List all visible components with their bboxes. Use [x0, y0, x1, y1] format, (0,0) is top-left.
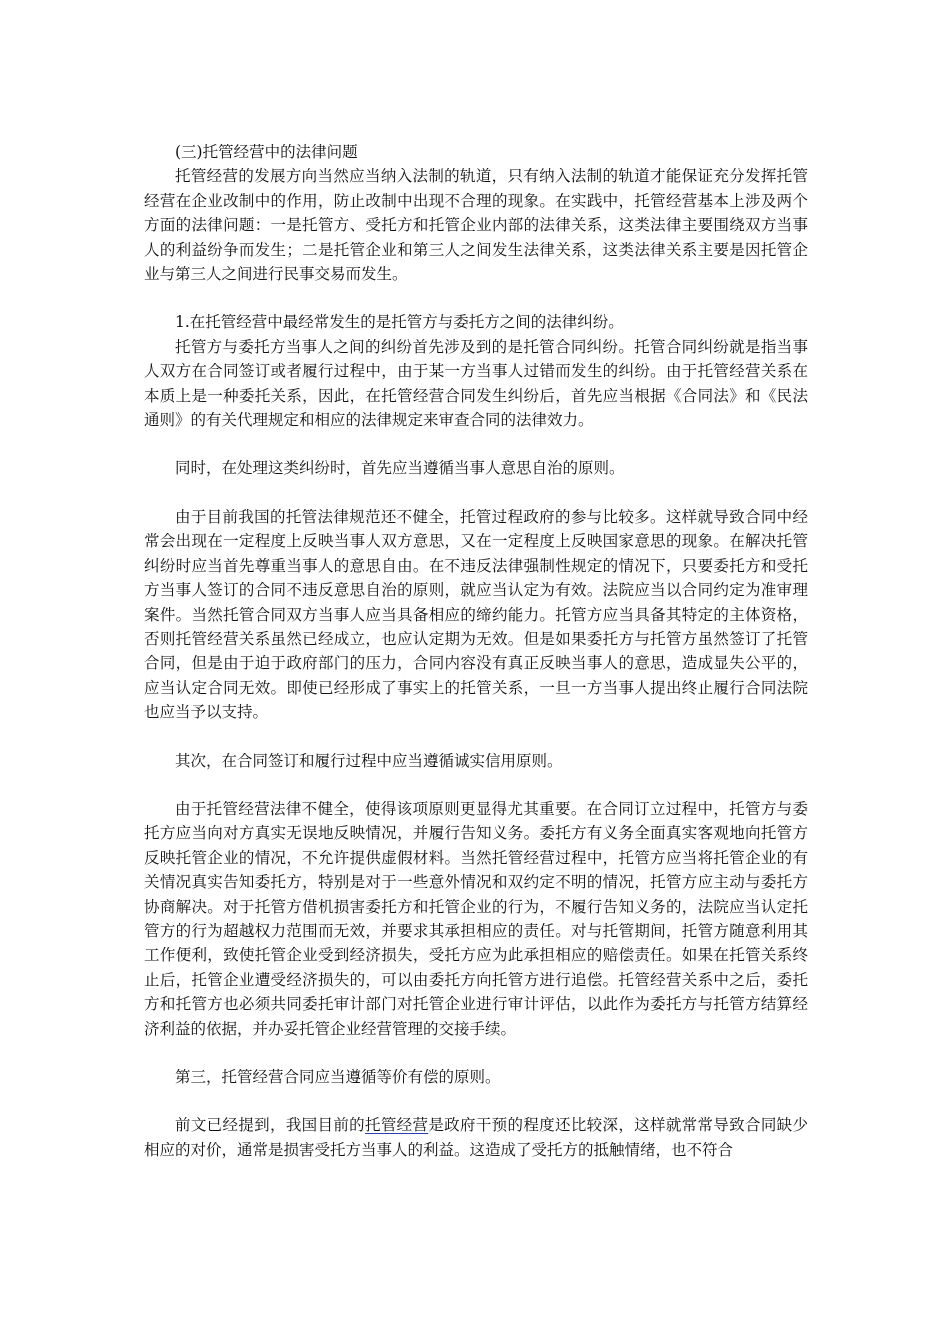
- managed-operation-link[interactable]: 托管经营: [365, 1116, 429, 1135]
- section-heading: (三)托管经营中的法律问题: [175, 143, 358, 161]
- paragraph-gap: [144, 286, 808, 310]
- paragraph-gap: [144, 725, 808, 749]
- principle3-paragraph: [144, 1113, 808, 1162]
- principle1-paragraph: 由于目前我国的托管法律规范还不健全，托管过程政府的参与比较多。这样就导致合同中经常会出现在一定程度上反映当事人双方意思，又在一定程度上反映国家意思的现象。在解决托管纠纷时应当首先尊重当事人的意思自由。在不违反法律强制性规定的情况下，只要委托方和受托方当事人签订的合同不违反意思自治的原则，就应当认定为有效。法院应当以合同约定为准审理案件。当然托管合同双方当事人应当具备相应的缔约能力。托管方应当具备其特定的主体资格，否则托管经营关系虽然已经成立，也应认定期为无效。但是如果委托方与托管方虽然签订了托管合同，但是由于迫于政府部门的压力，合同内容没有真正反映当事人的意思，造成显失公平的，应当认定合同无效。即使已经形成了事实上的托管关系，一旦一方当事人提出终止履行合同法院也应当予以支持。: [144, 507, 808, 722]
- paragraph-gap: [144, 1041, 808, 1065]
- paragraph-gap: [144, 773, 808, 797]
- principle2-heading: 其次，在合同签订和履行过程中应当遵循诚实信用原则。: [175, 751, 563, 770]
- principle3-text-before: 前文已经提到，我国目前的: [175, 1116, 365, 1135]
- principle3-text-after: 是政府干预的程度还比较深，这样就常常导致合同缺少相应的对价，通常是损害受托方当事人的利益。这造成了受托方的抵触情绪，也不符合: [144, 1116, 808, 1159]
- principle2-paragraph: 由于托管经营法律不健全，使得该项原则更显得尤其重要。在合同订立过程中，托管方与委托方应当向对方真实无误地反映情况，并履行告知义务。委托方有义务全面真实客观地向托管方反映托管企业的情况，不允许提供虚假材料。当然托管经营过程中，托管方应当将托管企业的有关情况真实告知委托方，特别是对于一些意外情况和双约定不明的情况，托管方应主动与委托方协商解决。对于托管方借机损害委托方和托管企业的行为，不履行告知义务的，法院应当认定托管方的行为超越权力范围而无效，并要求其承担相应的责任。对与托管期间，托管方随意利用其工作便利，致使托管企业受到经济损失，受托方应为此承担相应的赔偿责任。如果在托管关系终止后，托管企业遭受经济损失的，可以由委托方向托管方进行追偿。托管经营关系中之后，委托方和托管方也必须共同委托审计部门对托管企业进行审计评估，以此作为委托方与托管方结算经济利益的依据，并办妥托管企业经营管理的交接手续。: [144, 799, 808, 1038]
- intro-paragraph: 托管经营的发展方向当然应当纳入法制的轨道，只有纳入法制的轨道才能保证充分发挥托管经营在企业改制中的作用，防止改制中出现不合理的现象。在实践中，托管经营基本上涉及两个方面的法律问题：一是托管方、受托方和托管企业内部的法律关系，这类法律主要围绕双方当事人的利益纷争而发生；二是托管企业和第三人之间发生法律关系，这类法律关系主要是因托管企业与第三人之间进行民事交易而发生。: [144, 167, 808, 284]
- principle1-heading: 同时，在处理这类纠纷时，首先应当遵循当事人意思自治的原则。: [175, 459, 625, 478]
- point1-paragraph: 托管方与委托方当事人之间的纠纷首先涉及到的是托管合同纠纷。托管合同纠纷就是指当事人双方在合同签订或者履行过程中，由于某一方当事人过错而发生的纠纷。由于托管经营关系在本质上是一种委托关系，因此，在托管经营合同发生纠纷后，首先应当根据《合同法》和《民法通则》的有关代理规定和相应的法律规定来审查合同的法律效力。: [144, 337, 808, 430]
- principle3-heading: 第三，托管经营合同应当遵循等价有偿的原则。: [175, 1068, 501, 1086]
- paragraph-gap: [144, 432, 808, 456]
- point1-heading: 1.在托管经营中最经常发生的是托管方与委托方之间的法律纠纷。: [175, 313, 624, 332]
- paragraph-gap: [144, 481, 808, 505]
- paragraph-gap: [144, 1089, 808, 1113]
- document-body: [144, 140, 808, 1162]
